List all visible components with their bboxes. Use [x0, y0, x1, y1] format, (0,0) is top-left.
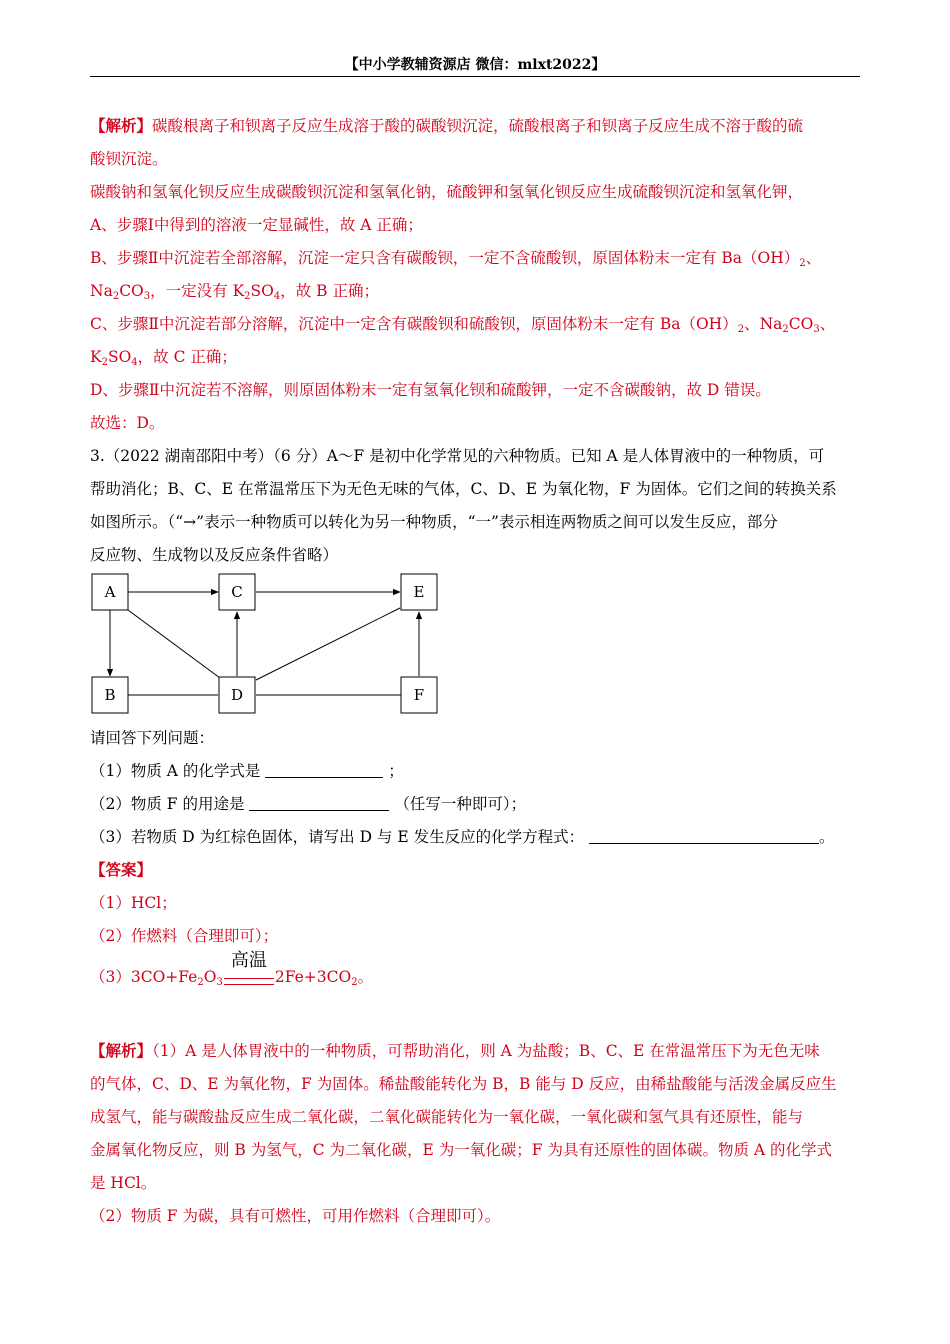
text: ； [388, 762, 404, 780]
prompt-line: 请回答下列问题： [90, 729, 215, 747]
answer-blank-2[interactable] [249, 794, 389, 811]
analysis-line: 碳酸钠和氢氧化钡反应生成碳酸钡沉淀和氢氧化钠，硫酸钾和氢氧化钡反应生成硫酸钡沉淀和氢氧化钾， [90, 183, 804, 201]
analysis-line: （2）物质 F 为碳，具有可燃性，可用作燃料（合理即可）。 [90, 1207, 501, 1225]
text: B、步骤Ⅱ中沉淀若全部溶解，沉淀一定只含有碳酸钡，一定不含硫酸钡，原固体粉末一定有 Ba（OH） [90, 249, 800, 267]
text: ，故 B 正确； [280, 282, 379, 300]
analysis-text: 碳酸根离子和钡离子反应生成溶于酸的碳酸钡沉淀，硫酸根离子和钡离子反应生成不溶于酸的硫 [152, 117, 804, 135]
answer-blank-3[interactable] [589, 827, 819, 844]
text: C、步骤Ⅱ中沉淀若部分溶解，沉淀中一定含有碳酸钡和硫酸钡，原固体粉末一定有 Ba（OH） [90, 315, 738, 333]
text: 、 [805, 249, 822, 267]
subscript: 2 [101, 357, 108, 368]
text: SO [107, 348, 132, 366]
text: 。 [819, 828, 835, 846]
answer-tag: 【答案】 [90, 860, 153, 879]
subscript: 2 [737, 324, 745, 335]
equals-sign [224, 978, 274, 985]
condition-label: 高温 [230, 950, 267, 971]
option-d-line: D、步骤Ⅱ中沉淀若不溶解，则原固体粉末一定有氢氧化钡和硫酸钾，一定不含碳酸钠，故 D 错误。 [90, 381, 771, 399]
question-line: 帮助消化；B、C、E 在常温常压下为无色无味的气体，C、D、E 为氧化物，F 为固体。它们之间的转换关系 [90, 480, 837, 498]
text: ，一定没有 K [150, 282, 245, 300]
subquestion-1 [90, 760, 404, 782]
analysis-tag: 【解析】 [90, 116, 153, 135]
node-c-label: C [231, 583, 243, 601]
header-rule [90, 76, 860, 77]
page-header: 【中小学教辅资源店 微信：mlxt2022】 [344, 57, 606, 73]
text: K [90, 348, 102, 366]
text: 。 [357, 968, 374, 986]
text: Na [90, 282, 113, 300]
text: SO [250, 282, 274, 300]
text: 、Na [744, 315, 783, 333]
answer-blank-1[interactable] [265, 761, 383, 778]
subquestion-2 [90, 793, 526, 815]
subscript: 2 [112, 291, 120, 302]
text: 、 [819, 315, 836, 333]
edge-d-e [256, 608, 400, 680]
analysis-line: 成氢气，能与碳酸盐反应生成二氧化碳，二氧化碳能转化为一氧化碳，一氧化碳和氢气具有还原性，能与 [90, 1108, 804, 1126]
text: （1）物质 A 的化学式是 [90, 762, 261, 780]
subscript: 3 [813, 324, 820, 335]
analysis-line: 酸钡沉淀。 [90, 150, 168, 168]
analysis-line: 是 HCl。 [90, 1174, 157, 1192]
node-d-label: D [230, 686, 244, 704]
question-line: 3.（2022 湖南邵阳中考）（6 分）A～F 是初中化学常见的六种物质。已知 A 是人体胃液中的一种物质，可 [90, 447, 825, 465]
option-b-line [90, 247, 821, 275]
answer-3-equation [90, 950, 374, 994]
text: （任写一种即可）； [394, 795, 527, 813]
subscript: 2 [197, 977, 204, 988]
analysis-text: （1）A 是人体胃液中的一种物质，可帮助消化，则 A 为盐酸；B、C、E 在常温常压下为无色无味 [152, 1042, 820, 1060]
subscript: 3 [143, 291, 151, 302]
text: 2Fe+3CO [274, 968, 352, 986]
option-a-line: A、步骤Ⅰ中得到的溶液一定显碱性，故 A 正确； [90, 216, 423, 234]
node-e-label: E [413, 583, 425, 601]
text: CO [788, 315, 814, 333]
subscript: 2 [799, 258, 806, 269]
edge-a-d [128, 610, 220, 678]
analysis-line [90, 115, 803, 137]
node-b-label: B [104, 686, 116, 704]
subscript: 2 [351, 977, 358, 988]
answer-1: （1）HCl； [90, 894, 177, 912]
subquestion-3 [90, 826, 835, 848]
option-b-line-2 [90, 280, 379, 308]
analysis-line: 金属氧化物反应，则 B 为氢气，C 为二氧化碳，E 为一氧化碳；F 为具有还原性的固体碳。物质 A 的化学式 [90, 1141, 833, 1159]
question-line: 如图所示。（“→”表示一种物质可以转化为另一种物质，“一”表示相连两物质之间可以发生反应，部分 [90, 513, 778, 531]
text: O [203, 968, 217, 986]
text: （2）物质 F 的用途是 [90, 795, 245, 813]
text: （3）3CO+Fe [90, 968, 198, 986]
reaction-condition [223, 950, 275, 994]
question-line: 反应物、生成物以及反应条件省略） [90, 546, 339, 564]
subscript: 4 [273, 291, 281, 302]
analysis-line [90, 1040, 820, 1062]
choice-line: 故选：D。 [90, 414, 165, 432]
answer-2: （2）作燃料（合理即可）； [90, 927, 279, 945]
subscript: 3 [216, 977, 223, 988]
text: （3）若物质 D 为红棕色固体，请写出 D 与 E 发生反应的化学方程式： [90, 828, 585, 846]
node-f-label: F [413, 686, 425, 704]
subscript: 2 [244, 291, 251, 302]
text: ，故 C 正确； [137, 348, 237, 366]
analysis-tag: 【解析】 [90, 1041, 153, 1060]
option-c-line [90, 313, 835, 341]
subscript: 4 [131, 357, 138, 368]
reaction-diagram [90, 570, 450, 720]
analysis-line: 的气体，C、D、E 为氧化物，F 为固体。稀盐酸能转化为 B，B 能与 D 反应，由稀盐酸能与活泼金属反应生 [90, 1075, 837, 1093]
option-c-line-2 [90, 346, 237, 374]
node-a-label: A [104, 583, 116, 601]
subscript: 2 [782, 324, 789, 335]
text: CO [119, 282, 144, 300]
